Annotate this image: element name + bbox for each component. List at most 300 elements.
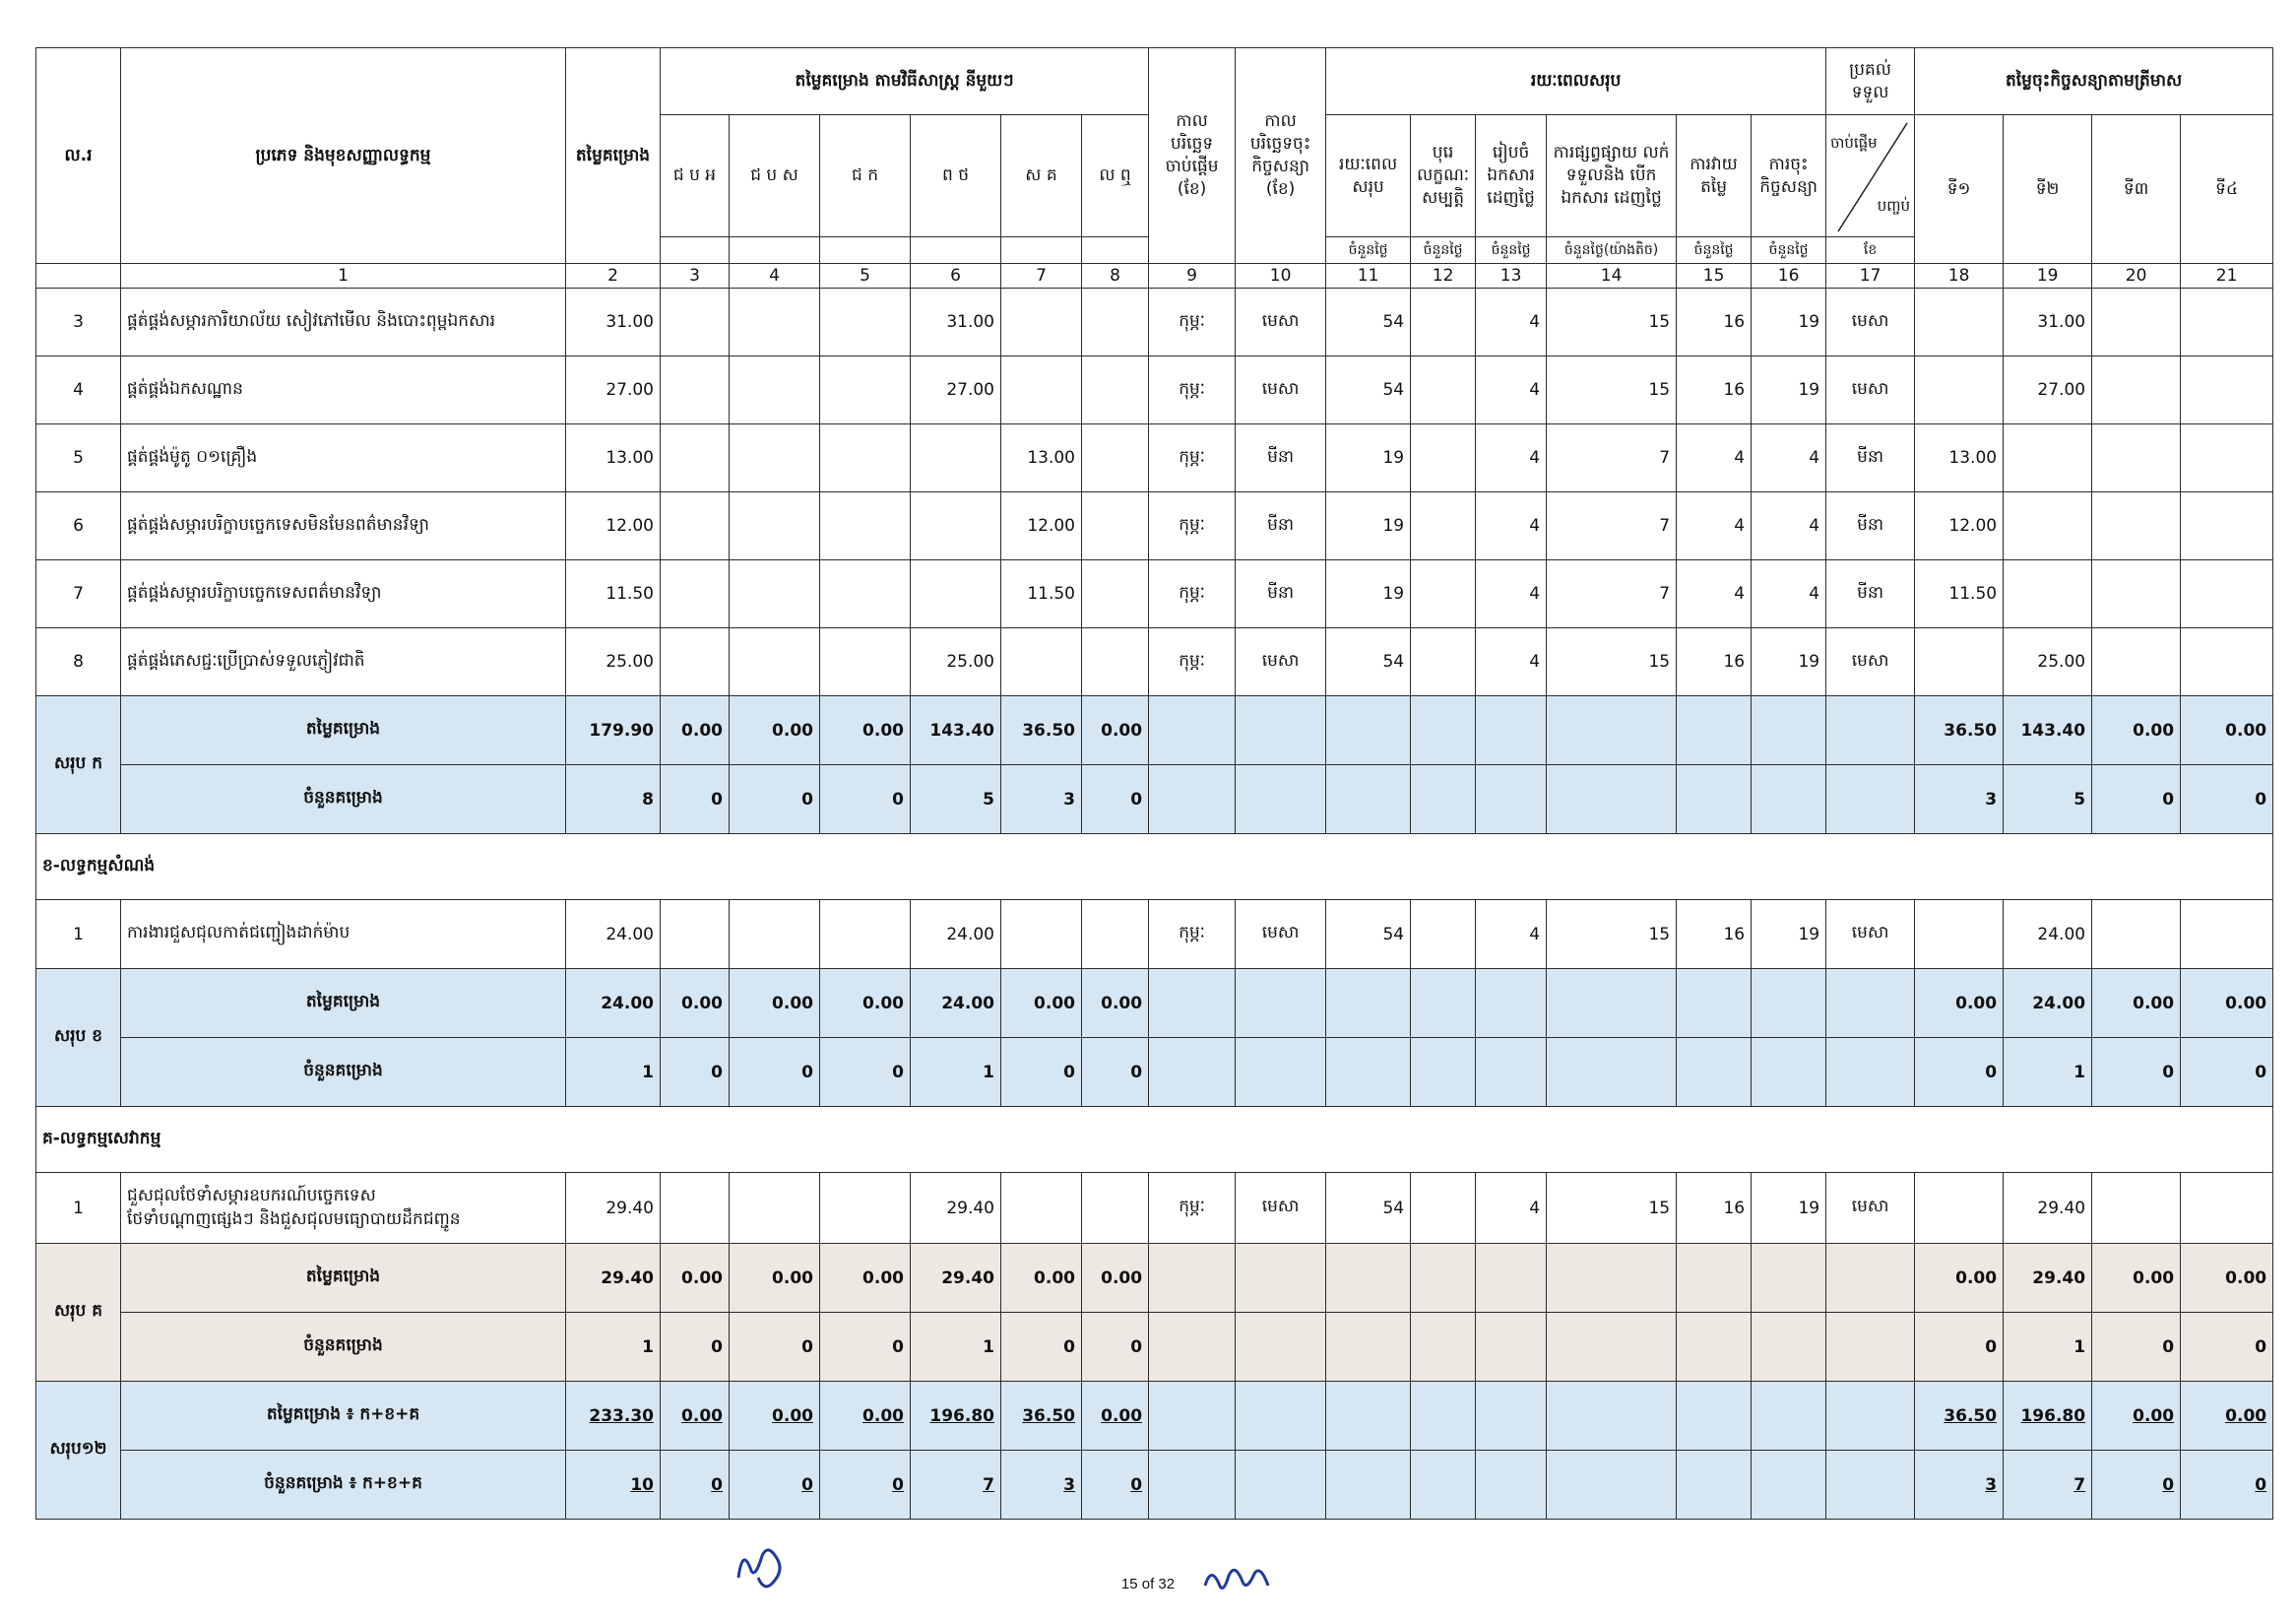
count-cell: 0 — [2181, 1451, 2273, 1520]
count-cell: 7 — [911, 1451, 1001, 1520]
row-start: កុម្ភៈ — [1149, 424, 1236, 492]
empty-cell — [1411, 289, 1476, 357]
empty-cell — [661, 492, 730, 560]
row-desc: ផ្គត់ផ្គង់សម្ភារការិយាល័យ សៀវភៅមើល និងបោះពុម្ពឯកសារ — [121, 289, 566, 357]
row-desc: ផ្គត់ផ្គង់ភេសជ្ជៈប្រើប្រាស់ទទួលភ្ញៀវជាតិ — [121, 628, 566, 696]
row-method-value — [911, 424, 1001, 492]
count-cell: 1 — [911, 1038, 1001, 1107]
row-quarter-value: 11.50 — [1915, 560, 2004, 628]
row-duration: 19 — [1752, 628, 1826, 696]
empty-cell — [1082, 424, 1149, 492]
empty-cell — [730, 900, 820, 969]
count-cell: 0 — [820, 1038, 911, 1107]
empty-cell — [820, 424, 911, 492]
row-duration: 4 — [1476, 424, 1547, 492]
row-quarter-value: 31.00 — [2004, 289, 2092, 357]
total-cell: 0.00 — [2181, 1244, 2273, 1313]
total-a-count-label: ចំនួនគម្រោង — [121, 765, 566, 834]
row-duration: 4 — [1752, 492, 1826, 560]
total-c-count-label: ចំនួនគម្រោង — [121, 1313, 566, 1382]
col-no-header: ល.រ — [36, 48, 121, 264]
count-cell: 0 — [2092, 765, 2181, 834]
grand-total-count-label: ចំនួនគម្រោង ៖ ក+ខ+គ — [121, 1451, 566, 1520]
row-quarter-value — [2004, 560, 2092, 628]
table-row — [36, 289, 2273, 357]
row-sign: មីនា — [1236, 424, 1326, 492]
row-duration: 15 — [1547, 357, 1677, 424]
row-duration: 15 — [1547, 628, 1677, 696]
count-cell: 0 — [730, 1038, 820, 1107]
count-cell: 0 — [661, 1038, 730, 1107]
row-quarter-value: 24.00 — [2004, 900, 2092, 969]
count-cell: 1 — [566, 1313, 661, 1382]
empty-cell — [1411, 492, 1476, 560]
row-start: កុម្ភៈ — [1149, 628, 1236, 696]
row-duration: 16 — [1677, 900, 1752, 969]
row-duration: 19 — [1752, 357, 1826, 424]
count-cell: 0 — [2181, 1313, 2273, 1382]
empty-cell — [2092, 289, 2181, 357]
total-cell: 36.50 — [1001, 696, 1082, 765]
total-cell: 0.00 — [2181, 1382, 2273, 1451]
total-cell: 0.00 — [661, 969, 730, 1038]
row-desc: ផ្គត់ផ្គង់ម៉ូតូ ០១គ្រឿង — [121, 424, 566, 492]
row-estimate: 24.00 — [566, 900, 661, 969]
empty-cell — [730, 289, 820, 357]
row-method-value — [1001, 357, 1082, 424]
row-duration: 4 — [1752, 560, 1826, 628]
unit-header: ចំនួនថ្ងៃ — [1677, 237, 1752, 264]
col-number: 5 — [820, 264, 911, 289]
total-cell: 0.00 — [2181, 696, 2273, 765]
count-cell: 0 — [1082, 1313, 1149, 1382]
row-duration: 7 — [1547, 424, 1677, 492]
row-duration: 19 — [1326, 424, 1411, 492]
row-sign: មីនា — [1236, 560, 1326, 628]
row-delivery: មីនា — [1826, 560, 1915, 628]
row-duration: 4 — [1752, 424, 1826, 492]
count-cell: 10 — [566, 1451, 661, 1520]
col-desc-header: ប្រភេទ និងមុខសញ្ញាលទ្ធកម្ម — [121, 48, 566, 264]
empty-cell — [2092, 900, 2181, 969]
row-desc-line: ជួសជុលថែទាំសម្ភារឧបករណ៍បច្ចេកទេស — [127, 1185, 376, 1205]
row-delivery: មេសា — [1826, 1173, 1915, 1244]
row-estimate: 12.00 — [566, 492, 661, 560]
row-no: 1 — [36, 1173, 121, 1244]
row-duration: 7 — [1547, 560, 1677, 628]
count-cell: 0 — [1082, 1451, 1149, 1520]
row-method-value: 27.00 — [911, 357, 1001, 424]
table-row — [36, 357, 2273, 424]
count-cell: 3 — [1915, 1451, 2004, 1520]
total-cell: 0.00 — [661, 1244, 730, 1313]
empty-cell — [2181, 560, 2273, 628]
total-cell: 0.00 — [730, 969, 820, 1038]
count-cell: 0 — [730, 1313, 820, 1382]
row-delivery: មេសា — [1826, 357, 1915, 424]
col-number: 16 — [1752, 264, 1826, 289]
col-method-group-header: តម្លៃគម្រោង តាមវិធីសាស្ត្រ នីមួយៗ — [661, 48, 1149, 115]
grand-total — [36, 1382, 2273, 1520]
total-b-count-label: ចំនួនគម្រោង — [121, 1038, 566, 1107]
empty-cell — [661, 357, 730, 424]
row-method-value: 13.00 — [1001, 424, 1082, 492]
row-estimate: 31.00 — [566, 289, 661, 357]
row-method-value — [911, 492, 1001, 560]
count-cell: 0 — [820, 1313, 911, 1382]
row-method-value: 31.00 — [911, 289, 1001, 357]
empty-cell — [1411, 424, 1476, 492]
total-c — [36, 1244, 2273, 1382]
count-cell: 0 — [820, 1451, 911, 1520]
count-cell: 3 — [1001, 765, 1082, 834]
row-desc-line: ថែទាំបណ្តាញផ្សេងៗ និងជួសជុលមធ្យោបាយដឹកជញ្ជូន — [127, 1208, 461, 1229]
row-start: កុម្ភៈ — [1149, 289, 1236, 357]
row-delivery: មីនា — [1826, 492, 1915, 560]
empty-cell — [820, 357, 911, 424]
total-cell: 0.00 — [1082, 696, 1149, 765]
row-delivery: មេសា — [1826, 628, 1915, 696]
col-number: 3 — [661, 264, 730, 289]
empty-cell — [2181, 492, 2273, 560]
row-sign: មេសា — [1236, 1173, 1326, 1244]
section-b-title: ខ-លទ្ធកម្មសំណង់ — [36, 834, 2273, 900]
total-cell: 24.00 — [911, 969, 1001, 1038]
total-cell: 36.50 — [1001, 1382, 1082, 1451]
unit-header: ចំនួនថ្ងៃ — [1411, 237, 1476, 264]
row-estimate: 29.40 — [566, 1173, 661, 1244]
row-duration: 15 — [1547, 289, 1677, 357]
method-header: ជ ក — [820, 115, 911, 237]
unit-header: ចំនួនថ្ងៃ — [1476, 237, 1547, 264]
count-cell: 0 — [730, 765, 820, 834]
row-quarter-value — [2004, 424, 2092, 492]
count-cell: 1 — [566, 1038, 661, 1107]
count-cell: 0 — [661, 1451, 730, 1520]
delivery-end-label: បញ្ចប់ — [1877, 197, 1911, 215]
total-cell: 0.00 — [661, 1382, 730, 1451]
row-duration: 4 — [1677, 492, 1752, 560]
total-cell: 0.00 — [820, 1382, 911, 1451]
col-number: 9 — [1149, 264, 1236, 289]
empty-cell — [1411, 560, 1476, 628]
quarter-header: ទី២ — [2004, 115, 2092, 264]
count-cell: 7 — [2004, 1451, 2092, 1520]
row-duration: 16 — [1677, 289, 1752, 357]
row-delivery: មីនា — [1826, 424, 1915, 492]
row-desc — [121, 1173, 566, 1244]
col-number: 1 — [121, 264, 566, 289]
row-estimate: 25.00 — [566, 628, 661, 696]
row-no: 1 — [36, 900, 121, 969]
row-duration: 16 — [1677, 628, 1752, 696]
duration-header: រៀបចំ ឯកសារ ដេញថ្លៃ — [1476, 115, 1547, 237]
empty-cell — [820, 900, 911, 969]
method-header: ជ ប ស — [730, 115, 820, 237]
row-no: 6 — [36, 492, 121, 560]
grand-total-label: សរុប១២ — [36, 1382, 121, 1520]
row-quarter-value — [1915, 900, 2004, 969]
empty-cell — [661, 289, 730, 357]
row-desc: ផ្គត់ផ្គង់សម្ភារបរិក្ខាបច្ចេកទេសពត៌មានវិទ្យា — [121, 560, 566, 628]
count-cell: 0 — [1082, 1038, 1149, 1107]
table-row — [36, 628, 2273, 696]
total-cell: 0.00 — [1915, 1244, 2004, 1313]
empty-cell — [2181, 289, 2273, 357]
row-duration: 4 — [1677, 560, 1752, 628]
row-sign: មេសា — [1236, 289, 1326, 357]
total-cell: 0.00 — [1001, 1244, 1082, 1313]
count-cell: 0 — [1001, 1313, 1082, 1382]
total-b — [36, 969, 2273, 1107]
row-sign: មេសា — [1236, 357, 1326, 424]
total-cell: 29.40 — [911, 1244, 1001, 1313]
row-duration: 16 — [1677, 357, 1752, 424]
section-c-title-row — [36, 1107, 2273, 1173]
row-duration: 19 — [1326, 560, 1411, 628]
row-method-value: 29.40 — [911, 1173, 1001, 1244]
total-b-value-label: តម្លៃគម្រោង — [121, 969, 566, 1038]
row-quarter-value — [2004, 492, 2092, 560]
col-number: 21 — [2181, 264, 2273, 289]
col-estimate-header: តម្លៃគម្រោង — [566, 48, 661, 264]
total-cell: 233.30 — [566, 1382, 661, 1451]
row-quarter-value — [1915, 628, 2004, 696]
row-duration: 54 — [1326, 900, 1411, 969]
row-delivery: មេសា — [1826, 289, 1915, 357]
total-a-value-label: តម្លៃគម្រោង — [121, 696, 566, 765]
total-cell: 0.00 — [730, 1244, 820, 1313]
total-cell: 0.00 — [2092, 969, 2181, 1038]
empty-cell — [1082, 628, 1149, 696]
row-no: 5 — [36, 424, 121, 492]
count-cell: 0 — [1082, 765, 1149, 834]
section-c-rows — [36, 1173, 2273, 1244]
total-cell: 36.50 — [1915, 696, 2004, 765]
row-no: 7 — [36, 560, 121, 628]
row-duration: 19 — [1326, 492, 1411, 560]
total-cell: 0.00 — [820, 1244, 911, 1313]
table-row — [36, 900, 2273, 969]
delivery-start-label: ចាប់ផ្តើម — [1830, 134, 1878, 152]
empty-cell — [2181, 628, 2273, 696]
row-method-value: 12.00 — [1001, 492, 1082, 560]
col-number: 13 — [1476, 264, 1547, 289]
empty-cell — [1082, 492, 1149, 560]
row-duration: 19 — [1752, 1173, 1826, 1244]
count-cell: 0 — [2181, 1038, 2273, 1107]
method-header: ល ឮ — [1082, 115, 1149, 237]
total-cell: 24.00 — [2004, 969, 2092, 1038]
count-cell: 0 — [1915, 1038, 2004, 1107]
row-no: 3 — [36, 289, 121, 357]
total-cell: 0.00 — [820, 696, 911, 765]
row-no: 4 — [36, 357, 121, 424]
row-quarter-value — [1915, 289, 2004, 357]
total-a-label: សរុប ក — [36, 696, 121, 834]
row-start: កុម្ភៈ — [1149, 560, 1236, 628]
row-desc: ផ្គត់ផ្គង់សម្ភារបរិក្ខាបច្ចេកទេសមិនមែនពត៌មានវិទ្យា — [121, 492, 566, 560]
row-method-value — [1001, 900, 1082, 969]
total-cell: 0.00 — [1082, 1382, 1149, 1451]
section-b-title-row — [36, 834, 2273, 900]
row-duration: 4 — [1476, 900, 1547, 969]
empty-cell — [661, 560, 730, 628]
row-desc: ផ្គត់ផ្គង់ឯកសណ្ឋាន — [121, 357, 566, 424]
empty-cell — [730, 492, 820, 560]
count-cell: 0 — [661, 765, 730, 834]
count-cell: 0 — [730, 1451, 820, 1520]
count-cell: 0 — [2092, 1451, 2181, 1520]
count-cell: 0 — [661, 1313, 730, 1382]
empty-cell — [820, 628, 911, 696]
count-cell: 1 — [2004, 1313, 2092, 1382]
empty-cell — [1411, 357, 1476, 424]
row-duration: 54 — [1326, 357, 1411, 424]
col-number: 10 — [1236, 264, 1326, 289]
col-number: 17 — [1826, 264, 1915, 289]
col-sign-period-header: កាល បរិច្ឆេទចុះ កិច្ចសន្យា (ខែ) — [1236, 48, 1326, 264]
empty-cell — [1411, 900, 1476, 969]
total-cell: 0.00 — [820, 969, 911, 1038]
total-cell: 196.80 — [2004, 1382, 2092, 1451]
count-cell: 0 — [1915, 1313, 2004, 1382]
empty-cell — [2181, 357, 2273, 424]
section-b-rows — [36, 900, 2273, 969]
total-cell: 143.40 — [2004, 696, 2092, 765]
row-delivery: មេសា — [1826, 900, 1915, 969]
empty-cell — [1082, 560, 1149, 628]
total-cell: 196.80 — [911, 1382, 1001, 1451]
empty-cell — [730, 357, 820, 424]
empty-cell — [1411, 628, 1476, 696]
row-method-value — [1001, 289, 1082, 357]
row-method-value: 25.00 — [911, 628, 1001, 696]
empty-cell — [820, 289, 911, 357]
quarter-header: ទី៤ — [2181, 115, 2273, 264]
total-cell: 29.40 — [2004, 1244, 2092, 1313]
procurement-table — [35, 47, 2273, 1520]
total-cell: 0.00 — [1915, 969, 2004, 1038]
row-quarter-value: 12.00 — [1915, 492, 2004, 560]
empty-cell — [661, 900, 730, 969]
col-start-period-header: កាល បរិច្ឆេទ ចាប់ផ្តើម (ខែ) — [1149, 48, 1236, 264]
col-delivery-header: ប្រគល់ ទទួល — [1826, 48, 1915, 115]
row-duration: 54 — [1326, 1173, 1411, 1244]
total-cell: 0.00 — [2092, 1244, 2181, 1313]
col-duration-group-header: រយៈពេលសរុប — [1326, 48, 1826, 115]
empty-cell — [2092, 424, 2181, 492]
row-duration: 4 — [1476, 628, 1547, 696]
count-cell: 5 — [911, 765, 1001, 834]
unit-header: ចំនួនថ្ងៃ — [1326, 237, 1411, 264]
table-row — [36, 560, 2273, 628]
header-row-1 — [36, 48, 2273, 115]
col-quarter-group-header: តម្លៃចុះកិច្ចសន្យាតាមត្រីមាស — [1915, 48, 2273, 115]
row-method-value — [911, 560, 1001, 628]
total-cell: 36.50 — [1915, 1382, 2004, 1451]
total-cell: 0.00 — [730, 1382, 820, 1451]
total-cell: 0.00 — [1082, 969, 1149, 1038]
row-sign: មីនា — [1236, 492, 1326, 560]
count-cell: 0 — [2092, 1038, 2181, 1107]
row-duration: 4 — [1476, 357, 1547, 424]
empty-cell — [661, 424, 730, 492]
count-cell: 5 — [2004, 765, 2092, 834]
method-header: ស គ — [1001, 115, 1082, 237]
row-no: 8 — [36, 628, 121, 696]
total-cell: 0.00 — [1082, 1244, 1149, 1313]
row-desc: ការងារជួសជុលកាត់ជញ្ជៀងដាក់ម៉ាប — [121, 900, 566, 969]
col-number: 4 — [730, 264, 820, 289]
empty-cell — [1082, 357, 1149, 424]
quarter-header: ទី១ — [1915, 115, 2004, 264]
row-estimate: 13.00 — [566, 424, 661, 492]
method-header: ជ ប អ — [661, 115, 730, 237]
count-cell: 3 — [1001, 1451, 1082, 1520]
row-duration: 19 — [1752, 289, 1826, 357]
total-a — [36, 696, 2273, 834]
duration-header: ការផ្សព្វផ្សាយ លក់ ទទួលនិង បើកឯកសារ ដេញថ្លៃ — [1547, 115, 1677, 237]
row-duration: 7 — [1547, 492, 1677, 560]
column-number-row — [36, 264, 2273, 289]
row-quarter-value: 25.00 — [2004, 628, 2092, 696]
empty-cell — [820, 492, 911, 560]
count-cell: 1 — [2004, 1038, 2092, 1107]
table-row — [36, 424, 2273, 492]
total-cell: 0.00 — [2181, 969, 2273, 1038]
row-duration: 4 — [1476, 560, 1547, 628]
row-duration: 54 — [1326, 628, 1411, 696]
row-duration: 15 — [1547, 900, 1677, 969]
col-number: 7 — [1001, 264, 1082, 289]
count-cell: 3 — [1915, 765, 2004, 834]
row-method-value: 11.50 — [1001, 560, 1082, 628]
col-number: 20 — [2092, 264, 2181, 289]
row-duration: 4 — [1476, 1173, 1547, 1244]
empty-cell — [2181, 900, 2273, 969]
row-sign: មេសា — [1236, 900, 1326, 969]
grand-total-value-label: តម្លៃគម្រោង ៖ ក+ខ+គ — [121, 1382, 566, 1451]
total-cell: 24.00 — [566, 969, 661, 1038]
empty-cell — [1082, 289, 1149, 357]
total-cell: 0.00 — [2092, 1382, 2181, 1451]
total-cell: 0.00 — [730, 696, 820, 765]
unit-header: ចំនួនថ្ងៃ — [1752, 237, 1826, 264]
row-start: កុម្ភៈ — [1149, 357, 1236, 424]
delivery-start-end-header — [1826, 115, 1915, 237]
table-row — [36, 492, 2273, 560]
row-duration: 15 — [1547, 1173, 1677, 1244]
empty-cell — [661, 628, 730, 696]
duration-header: បុរេ លក្ខណៈ សម្បត្តិ — [1411, 115, 1476, 237]
duration-header: ការវាយ តម្លៃ — [1677, 115, 1752, 237]
total-c-value-label: តម្លៃគម្រោង — [121, 1244, 566, 1313]
row-quarter-value — [1915, 357, 2004, 424]
row-quarter-value: 13.00 — [1915, 424, 2004, 492]
total-cell: 0.00 — [2092, 696, 2181, 765]
procurement-plan-sheet — [35, 47, 2267, 1520]
empty-cell — [2092, 560, 2181, 628]
total-cell: 143.40 — [911, 696, 1001, 765]
empty-cell — [730, 628, 820, 696]
empty-cell — [2092, 357, 2181, 424]
row-start: កុម្ភៈ — [1149, 492, 1236, 560]
col-number: 14 — [1547, 264, 1677, 289]
table-row — [36, 1173, 2273, 1244]
empty-cell — [2092, 628, 2181, 696]
method-header: ព ថ — [911, 115, 1001, 237]
